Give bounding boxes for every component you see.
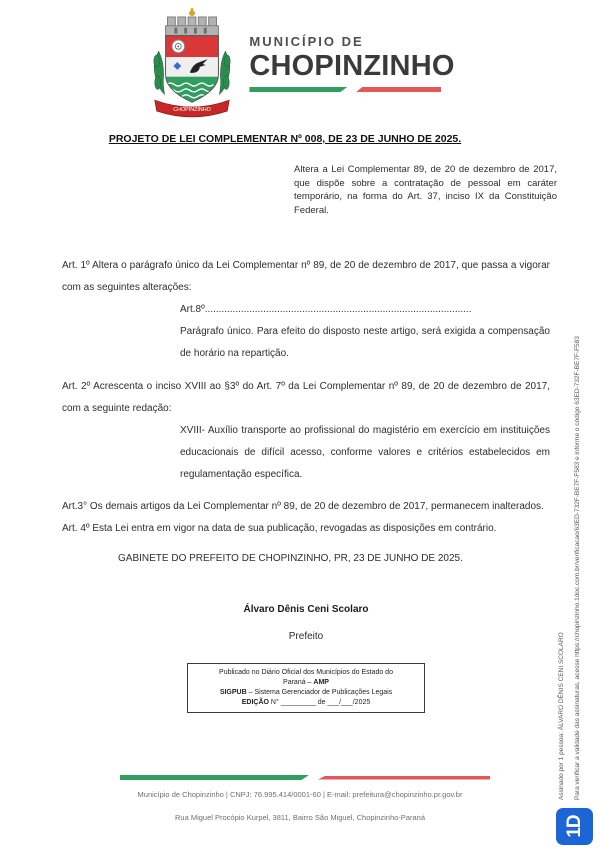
publication-box xyxy=(187,663,425,713)
1doc-logo-icon: 1D xyxy=(556,808,593,845)
org-name-line1: MUNICÍPIO DE xyxy=(249,34,364,49)
gabinete-line: GABINETE DO PREFEITO DE CHOPINZINHO, PR, 23 DE JUNHO DE 2025. xyxy=(118,553,463,564)
publication-line4-bold: EDIÇÃO xyxy=(241,699,269,706)
org-name-block xyxy=(249,6,454,92)
publication-line2-bold: AMP xyxy=(313,679,329,686)
footer-contact-line: Município de Chopinzinho | CNPJ: 76.995.414/0001-60 | E-mail: prefeitura@chopinzinho.pr.gov.br xyxy=(137,790,463,799)
ementa-paragraph: Altera a Lei Complementar 89, de 20 de dezembro de 2017, que dispõe sobre a contratação de pessoal em caráter temporário, na forma do Art. 37, inciso IX da Constituição Federal. xyxy=(294,164,557,216)
document-title: PROJETO DE LEI COMPLEMENTAR Nº 008, DE 23 DE JUNHO DE 2025. xyxy=(108,133,462,145)
municipal-crest-icon xyxy=(145,6,239,120)
publication-line1-text: Publicado no Diário Oficial dos Municípios do Estado do xyxy=(219,669,393,676)
signature-strip-line1: Assinado por 1 pessoa: ÁLVARO DÊNIS CENI SCOLARO xyxy=(558,632,565,800)
document-body xyxy=(62,255,550,713)
footer-address-line: Rua Miguel Procópio Kurpel, 3811, Bairro São Miguel, Chopinzinho-Paraná xyxy=(174,813,425,822)
footer-green-stripe xyxy=(120,775,309,780)
publication-line4 xyxy=(191,698,421,708)
article-8-dotted-line: Art.8º................................................................................................ xyxy=(180,304,472,315)
publication-line3-bold: SIGPUB xyxy=(219,689,247,696)
digital-signature-strip xyxy=(558,244,592,800)
crest-banner-label: CHOPINZINHO xyxy=(173,106,212,113)
brand-stripes xyxy=(249,87,441,92)
inciso-xviii: XVIII- Auxílio transporte ao profissional do magistério em exercício em instituições educacionais de difícil acesso, conforme valores e critérios estabelecidos em regulamentação específica. xyxy=(180,425,550,480)
article-4: Art. 4º Esta Lei entra em vigor na data de sua publicação, revogadas as disposições em contrário. xyxy=(62,523,497,534)
header xyxy=(0,6,600,120)
article-2: Art. 2º Acrescenta o inciso XVIII ao §3º do Art. 7º da Lei Complementar nº 89, de 20 de dezembro de 2017, com a seguinte redação: xyxy=(62,381,550,414)
article-3: Art.3° Os demais artigos da Lei Complementar nº 89, de 20 de dezembro de 2017, permanecem inalterados. xyxy=(62,501,544,512)
footer-red-stripe xyxy=(318,776,490,780)
signer-role: Prefeito xyxy=(288,631,324,642)
publication-line2 xyxy=(191,678,421,688)
publication-line1 xyxy=(191,668,421,678)
paragrafo-unico: Parágrafo único. Para efeito do disposto neste artigo, será exigida a compensação de horário na repartição. xyxy=(180,326,550,359)
publication-line4-text: N° _________ de ___/___/2025 xyxy=(268,699,371,706)
signer-name: Álvaro Dênis Ceni Scolaro xyxy=(243,604,369,615)
signature-strip-line2: Para verificar a validade das assinaturas, acesse https://chopinzinho.1doc.com.br/verificacao/63ED-732F-BE7F-F583 e informe o código 63ED-732F-BE7F-F583 xyxy=(574,336,581,800)
green-stripe xyxy=(249,87,347,92)
red-stripe xyxy=(356,87,441,92)
publication-line2-text: Paraná – xyxy=(283,679,314,686)
org-name-line2: CHOPINZINHO xyxy=(249,50,455,82)
publication-line3-text: – Sistema Gerenciador de Publicações Legais xyxy=(246,689,393,696)
publication-line3 xyxy=(191,688,421,698)
article-1: Art. 1º Altera o parágrafo único da Lei Complementar nº 89, de 20 de dezembro de 2017, que passa a vigorar com as seguintes alterações: xyxy=(62,260,550,293)
footer xyxy=(0,772,600,853)
